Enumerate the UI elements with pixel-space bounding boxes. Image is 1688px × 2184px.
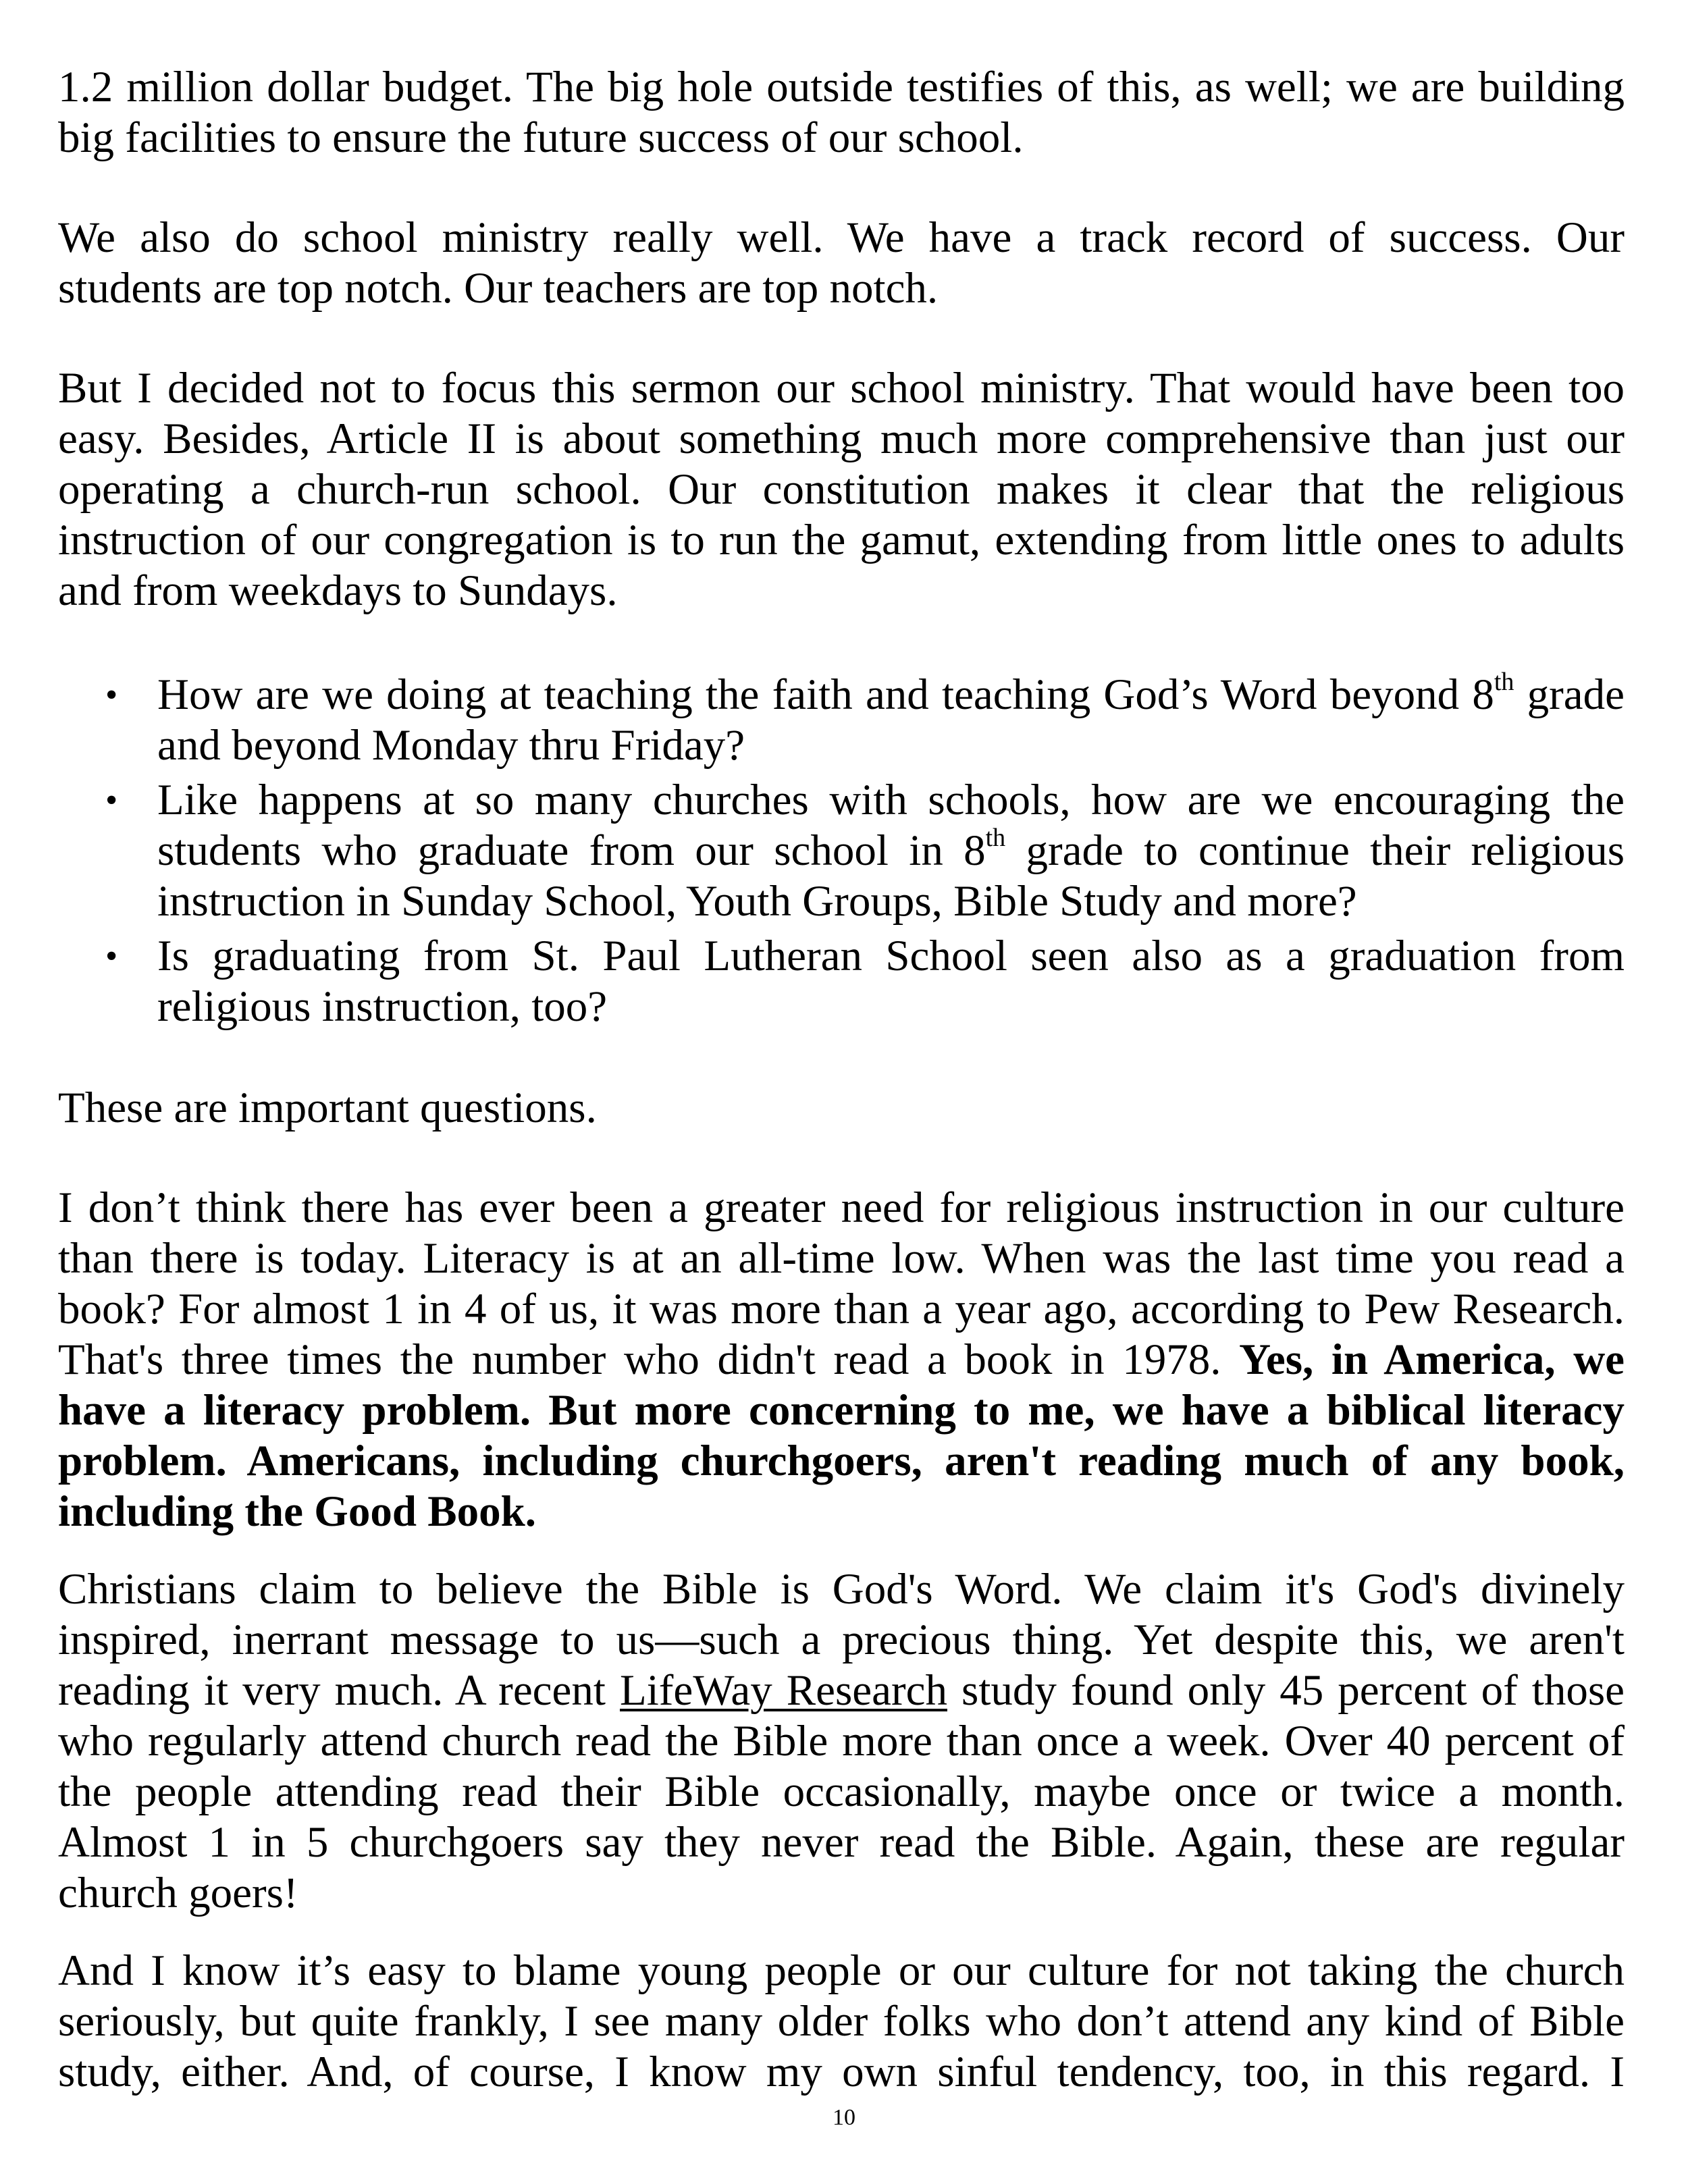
text-line <box>58 1615 1625 1666</box>
list-item <box>58 775 1625 927</box>
paragraph-budget <box>58 62 1625 163</box>
text-line <box>157 670 1625 720</box>
text-run: How are we doing at teaching the faith and teaching God’s Word beyond 8 <box>157 670 1494 719</box>
text-run: Is graduating from St. Paul Lutheran School seen also as a graduation from <box>157 932 1625 980</box>
text-line <box>58 1183 1625 1233</box>
bullet-icon: • <box>105 937 118 976</box>
paragraph-literacy <box>58 1183 1625 1537</box>
paragraph-lifeway <box>58 1564 1625 1919</box>
text-line <box>58 1996 1625 2047</box>
text-line <box>157 931 1625 982</box>
text-line <box>157 982 1625 1032</box>
text-run: inspired, inerrant message to us—such a precious thing. Yet despite this, we aren't <box>58 1616 1625 1664</box>
text-run: These are important questions. <box>58 1084 597 1132</box>
text-run: Like happens at so many churches with schools, how are we encouraging the <box>157 776 1625 824</box>
text-run: Almost 1 in 5 churchgoers say they never read the Bible. Again, these are regular <box>58 1818 1625 1867</box>
text-line <box>58 213 1625 263</box>
text-line <box>58 263 1625 314</box>
list-item <box>58 931 1625 1032</box>
text-run: students who graduate from our school in 8 <box>157 826 986 875</box>
bold-text: including the Good Book. <box>58 1487 536 1536</box>
bold-text: have a literacy problem. But more concerning to me, we have a biblical literacy <box>58 1386 1625 1435</box>
paragraph-article-ii <box>58 363 1625 616</box>
text-run: I don’t think there has ever been a greater need for religious instruction in our culture <box>58 1183 1625 1232</box>
text-run: operating a church-run school. Our constitution makes it clear that the religious <box>58 465 1625 514</box>
text-run: religious instruction, too? <box>157 982 608 1031</box>
text-run: seriously, but quite frankly, I see many older folks who don’t attend any kind of Bible <box>58 1997 1625 2046</box>
text-run: easy. Besides, Article II is about something much more comprehensive than just our <box>58 415 1625 463</box>
text-run: the people attending read their Bible occasionally, maybe once or twice a month. <box>58 1767 1625 1816</box>
text-run: than there is today. Literacy is at an all-time low. When was the last time you read a <box>58 1234 1625 1283</box>
text-line <box>157 775 1625 826</box>
list-item <box>58 670 1625 771</box>
text-line <box>157 876 1625 927</box>
superscript: th <box>1494 670 1514 696</box>
text-line <box>58 1385 1625 1436</box>
text-line <box>58 1716 1625 1767</box>
text-run: We also do school ministry really well. We have a track record of success. Our <box>58 213 1625 262</box>
paragraph-older-folks <box>58 1946 1625 2098</box>
bold-text: Yes, in America, we <box>1239 1335 1625 1384</box>
paragraph-school-ministry <box>58 213 1625 314</box>
text-line <box>58 1284 1625 1335</box>
page-number: 10 <box>833 2105 855 2130</box>
text-line <box>58 1436 1625 1487</box>
text-line <box>58 414 1625 464</box>
document-body <box>58 62 1625 2098</box>
text-run: instruction of our congregation is to run the gamut, extending from little ones to adults <box>58 516 1625 564</box>
text-line <box>58 566 1625 616</box>
text-line <box>58 1767 1625 1817</box>
text-run: who regularly attend church read the Bible more than once a week. Over 40 percent of <box>58 1717 1625 1765</box>
text-line <box>58 113 1625 163</box>
text-run: grade <box>1514 670 1625 719</box>
text-run: church goers! <box>58 1869 298 1917</box>
text-run: students are top notch. Our teachers are top notch. <box>58 264 939 313</box>
text-run: 1.2 million dollar budget. The big hole outside testifies of this, as well; we are building <box>58 63 1625 111</box>
text-run: and from weekdays to Sundays. <box>58 566 618 615</box>
text-line <box>58 62 1625 113</box>
text-line <box>58 1233 1625 1284</box>
bullet-icon: • <box>105 781 118 820</box>
bold-text: problem. Americans, including churchgoers, aren't reading much of any book, <box>58 1437 1625 1485</box>
text-run: study, either. And, of course, I know my own sinful tendency, too, in this regard. I <box>58 2048 1625 2096</box>
paragraph-important-questions <box>58 1083 1625 1134</box>
text-line <box>58 515 1625 566</box>
text-line <box>58 1817 1625 1868</box>
bullet-icon: • <box>105 676 118 714</box>
text-run: instruction in Sunday School, Youth Groups, Bible Study and more? <box>157 877 1357 926</box>
text-line <box>157 720 1625 771</box>
text-line <box>58 2047 1625 2098</box>
text-run: reading it very much. A recent <box>58 1666 620 1715</box>
text-line <box>58 464 1625 515</box>
text-line <box>58 1564 1625 1615</box>
text-run: and beyond Monday thru Friday? <box>157 721 745 770</box>
text-line <box>58 1083 1625 1134</box>
text-run: That's three times the number who didn't read a book in 1978. <box>58 1335 1240 1384</box>
text-line <box>58 1335 1625 1385</box>
text-line <box>58 1946 1625 1996</box>
text-run: study found only 45 percent of those <box>947 1666 1625 1715</box>
question-list <box>58 670 1625 1032</box>
text-run: Christians claim to believe the Bible is God's Word. We claim it's God's divinely <box>58 1565 1625 1614</box>
text-line <box>58 1666 1625 1716</box>
lifeway-research-link[interactable]: LifeWay Research <box>620 1666 947 1715</box>
superscript: th <box>985 826 1006 852</box>
text-run: grade to continue their religious <box>1005 826 1625 875</box>
text-line <box>58 1868 1625 1919</box>
text-run: book? For almost 1 in 4 of us, it was more than a year ago, according to Pew Research. <box>58 1285 1625 1333</box>
text-run: big facilities to ensure the future success of our school. <box>58 113 1024 162</box>
text-line <box>58 363 1625 414</box>
text-line <box>58 1487 1625 1537</box>
text-line <box>157 826 1625 876</box>
text-run: And I know it’s easy to blame young people or our culture for not taking the church <box>58 1946 1625 1995</box>
text-run: But I decided not to focus this sermon our school ministry. That would have been too <box>58 364 1625 412</box>
